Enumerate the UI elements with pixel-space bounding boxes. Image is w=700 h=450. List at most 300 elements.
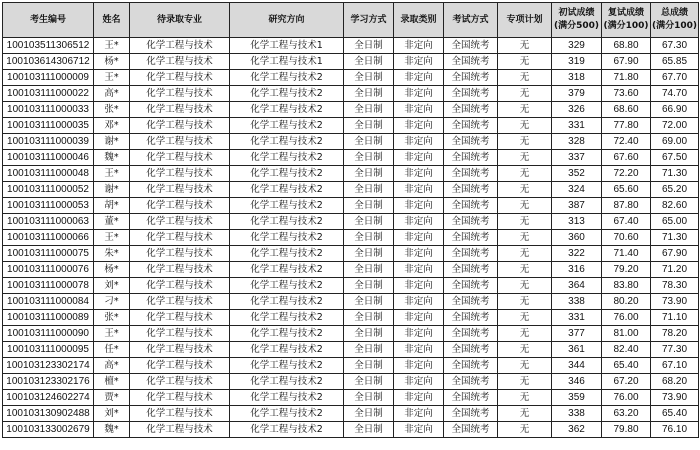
table-row — [3, 310, 699, 326]
cell-admission-type: 非定向 — [394, 70, 444, 86]
cell-name: 杨* — [94, 54, 130, 70]
cell-prelim-score: 379 — [552, 86, 602, 102]
cell-retest-score: 79.20 — [602, 262, 651, 278]
cell-prelim-score: 331 — [552, 118, 602, 134]
cell-exam-id: 100103123302174 — [3, 358, 94, 374]
cell-study-mode: 全日制 — [344, 406, 394, 422]
table-row — [3, 102, 699, 118]
cell-study-mode: 全日制 — [344, 390, 394, 406]
cell-total-score: 74.70 — [651, 86, 699, 102]
cell-study-mode: 全日制 — [344, 294, 394, 310]
cell-exam-id: 100103123302176 — [3, 374, 94, 390]
table-row — [3, 214, 699, 230]
table-row — [3, 54, 699, 70]
cell-exam-mode: 全国统考 — [444, 278, 498, 294]
cell-name: 高* — [94, 86, 130, 102]
cell-admission-type: 非定向 — [394, 118, 444, 134]
cell-name: 檀* — [94, 374, 130, 390]
cell-retest-score: 76.00 — [602, 390, 651, 406]
cell-major: 化学工程与技术 — [130, 102, 230, 118]
cell-admission-type: 非定向 — [394, 310, 444, 326]
cell-prelim-score: 338 — [552, 294, 602, 310]
cell-exam-mode: 全国统考 — [444, 406, 498, 422]
cell-major: 化学工程与技术 — [130, 166, 230, 182]
cell-retest-score: 67.60 — [602, 150, 651, 166]
table-row — [3, 406, 699, 422]
cell-retest-score: 70.60 — [602, 230, 651, 246]
cell-exam-mode: 全国统考 — [444, 182, 498, 198]
cell-admission-type: 非定向 — [394, 278, 444, 294]
cell-admission-type: 非定向 — [394, 374, 444, 390]
cell-name: 杨* — [94, 262, 130, 278]
cell-prelim-score: 318 — [552, 70, 602, 86]
header-admission-type: 录取类别 — [394, 3, 444, 38]
cell-retest-score: 87.80 — [602, 198, 651, 214]
header-special-plan: 专项计划 — [498, 3, 552, 38]
cell-total-score: 69.00 — [651, 134, 699, 150]
cell-total-score: 67.90 — [651, 246, 699, 262]
cell-research-direction: 化学工程与技术2 — [230, 406, 344, 422]
cell-name: 董* — [94, 214, 130, 230]
cell-major: 化学工程与技术 — [130, 214, 230, 230]
cell-name: 刘* — [94, 278, 130, 294]
cell-special-plan: 无 — [498, 262, 552, 278]
cell-study-mode: 全日制 — [344, 310, 394, 326]
cell-exam-id: 100103111000066 — [3, 230, 94, 246]
cell-research-direction: 化学工程与技术2 — [230, 278, 344, 294]
cell-exam-id: 100103111000053 — [3, 198, 94, 214]
cell-retest-score: 67.90 — [602, 54, 651, 70]
cell-retest-score: 72.20 — [602, 166, 651, 182]
cell-name: 高* — [94, 358, 130, 374]
cell-study-mode: 全日制 — [344, 86, 394, 102]
admission-table — [2, 2, 699, 438]
cell-study-mode: 全日制 — [344, 134, 394, 150]
cell-major: 化学工程与技术 — [130, 246, 230, 262]
cell-study-mode: 全日制 — [344, 422, 394, 438]
cell-admission-type: 非定向 — [394, 214, 444, 230]
cell-name: 张* — [94, 310, 130, 326]
cell-name: 王* — [94, 166, 130, 182]
cell-major: 化学工程与技术 — [130, 342, 230, 358]
cell-special-plan: 无 — [498, 278, 552, 294]
cell-retest-score: 67.40 — [602, 214, 651, 230]
cell-admission-type: 非定向 — [394, 262, 444, 278]
cell-study-mode: 全日制 — [344, 118, 394, 134]
cell-exam-mode: 全国统考 — [444, 422, 498, 438]
cell-admission-type: 非定向 — [394, 246, 444, 262]
cell-admission-type: 非定向 — [394, 406, 444, 422]
cell-research-direction: 化学工程与技术1 — [230, 54, 344, 70]
cell-exam-mode: 全国统考 — [444, 118, 498, 134]
cell-major: 化学工程与技术 — [130, 230, 230, 246]
cell-admission-type: 非定向 — [394, 150, 444, 166]
cell-exam-mode: 全国统考 — [444, 70, 498, 86]
cell-total-score: 78.30 — [651, 278, 699, 294]
cell-retest-score: 65.60 — [602, 182, 651, 198]
cell-major: 化学工程与技术 — [130, 326, 230, 342]
cell-prelim-score: 313 — [552, 214, 602, 230]
table-row — [3, 294, 699, 310]
cell-research-direction: 化学工程与技术2 — [230, 118, 344, 134]
cell-admission-type: 非定向 — [394, 422, 444, 438]
table-row — [3, 166, 699, 182]
cell-research-direction: 化学工程与技术2 — [230, 390, 344, 406]
cell-admission-type: 非定向 — [394, 198, 444, 214]
cell-total-score: 78.20 — [651, 326, 699, 342]
cell-major: 化学工程与技术 — [130, 182, 230, 198]
table-row — [3, 262, 699, 278]
cell-prelim-score: 346 — [552, 374, 602, 390]
cell-research-direction: 化学工程与技术2 — [230, 294, 344, 310]
cell-study-mode: 全日制 — [344, 166, 394, 182]
cell-study-mode: 全日制 — [344, 342, 394, 358]
cell-special-plan: 无 — [498, 198, 552, 214]
cell-exam-mode: 全国统考 — [444, 262, 498, 278]
cell-study-mode: 全日制 — [344, 358, 394, 374]
header-name: 姓名 — [94, 3, 130, 38]
cell-total-score: 73.90 — [651, 390, 699, 406]
cell-total-score: 67.50 — [651, 150, 699, 166]
cell-exam-mode: 全国统考 — [444, 246, 498, 262]
cell-total-score: 65.85 — [651, 54, 699, 70]
table-row — [3, 182, 699, 198]
cell-exam-mode: 全国统考 — [444, 54, 498, 70]
cell-prelim-score: 337 — [552, 150, 602, 166]
cell-study-mode: 全日制 — [344, 70, 394, 86]
cell-admission-type: 非定向 — [394, 230, 444, 246]
cell-exam-id: 100103111000039 — [3, 134, 94, 150]
cell-study-mode: 全日制 — [344, 326, 394, 342]
table-row — [3, 358, 699, 374]
cell-name: 任* — [94, 342, 130, 358]
cell-retest-score: 71.40 — [602, 246, 651, 262]
cell-retest-score: 82.40 — [602, 342, 651, 358]
cell-major: 化学工程与技术 — [130, 278, 230, 294]
cell-exam-id: 100103111000052 — [3, 182, 94, 198]
table-row — [3, 246, 699, 262]
cell-exam-id: 100103111000022 — [3, 86, 94, 102]
cell-study-mode: 全日制 — [344, 214, 394, 230]
cell-major: 化学工程与技术 — [130, 198, 230, 214]
cell-exam-mode: 全国统考 — [444, 102, 498, 118]
cell-special-plan: 无 — [498, 342, 552, 358]
cell-exam-id: 100103111000046 — [3, 150, 94, 166]
cell-retest-score: 67.20 — [602, 374, 651, 390]
cell-total-score: 65.00 — [651, 214, 699, 230]
cell-prelim-score: 359 — [552, 390, 602, 406]
cell-major: 化学工程与技术 — [130, 134, 230, 150]
cell-major: 化学工程与技术 — [130, 310, 230, 326]
cell-retest-score: 72.40 — [602, 134, 651, 150]
cell-retest-score: 76.00 — [602, 310, 651, 326]
cell-total-score: 71.10 — [651, 310, 699, 326]
header-retest-score: 复试成绩 (满分100) — [602, 3, 651, 38]
cell-special-plan: 无 — [498, 390, 552, 406]
cell-exam-mode: 全国统考 — [444, 166, 498, 182]
cell-major: 化学工程与技术 — [130, 358, 230, 374]
cell-research-direction: 化学工程与技术2 — [230, 198, 344, 214]
cell-special-plan: 无 — [498, 358, 552, 374]
cell-total-score: 68.20 — [651, 374, 699, 390]
header-major: 待录取专业 — [130, 3, 230, 38]
cell-total-score: 67.30 — [651, 38, 699, 54]
cell-retest-score: 65.40 — [602, 358, 651, 374]
header-research-direction: 研究方向 — [230, 3, 344, 38]
cell-retest-score: 71.80 — [602, 70, 651, 86]
table-row — [3, 70, 699, 86]
cell-exam-id: 100103111000063 — [3, 214, 94, 230]
cell-special-plan: 无 — [498, 102, 552, 118]
cell-research-direction: 化学工程与技术2 — [230, 150, 344, 166]
cell-total-score: 82.60 — [651, 198, 699, 214]
cell-admission-type: 非定向 — [394, 182, 444, 198]
cell-major: 化学工程与技术 — [130, 38, 230, 54]
cell-research-direction: 化学工程与技术2 — [230, 422, 344, 438]
cell-study-mode: 全日制 — [344, 102, 394, 118]
cell-name: 王* — [94, 326, 130, 342]
header-row — [3, 3, 699, 38]
cell-admission-type: 非定向 — [394, 294, 444, 310]
cell-retest-score: 73.60 — [602, 86, 651, 102]
table-header — [3, 3, 699, 38]
admission-list-document — [2, 2, 698, 438]
cell-exam-mode: 全国统考 — [444, 230, 498, 246]
cell-total-score: 65.20 — [651, 182, 699, 198]
table-row — [3, 198, 699, 214]
cell-admission-type: 非定向 — [394, 166, 444, 182]
cell-prelim-score: 328 — [552, 134, 602, 150]
cell-retest-score: 68.60 — [602, 102, 651, 118]
cell-name: 刘* — [94, 406, 130, 422]
cell-name: 魏* — [94, 422, 130, 438]
cell-total-score: 66.90 — [651, 102, 699, 118]
cell-special-plan: 无 — [498, 294, 552, 310]
cell-study-mode: 全日制 — [344, 262, 394, 278]
cell-major: 化学工程与技术 — [130, 374, 230, 390]
cell-admission-type: 非定向 — [394, 326, 444, 342]
table-row — [3, 230, 699, 246]
cell-exam-id: 100103111000095 — [3, 342, 94, 358]
cell-exam-mode: 全国统考 — [444, 390, 498, 406]
header-exam-id: 考生编号 — [3, 3, 94, 38]
cell-exam-id: 100103111000084 — [3, 294, 94, 310]
cell-exam-mode: 全国统考 — [444, 294, 498, 310]
cell-major: 化学工程与技术 — [130, 70, 230, 86]
cell-total-score: 77.30 — [651, 342, 699, 358]
cell-prelim-score: 364 — [552, 278, 602, 294]
cell-research-direction: 化学工程与技术2 — [230, 214, 344, 230]
cell-name: 刁* — [94, 294, 130, 310]
cell-major: 化学工程与技术 — [130, 406, 230, 422]
cell-special-plan: 无 — [498, 374, 552, 390]
cell-name: 王* — [94, 38, 130, 54]
cell-name: 贾* — [94, 390, 130, 406]
cell-special-plan: 无 — [498, 326, 552, 342]
cell-total-score: 71.30 — [651, 166, 699, 182]
cell-name: 邓* — [94, 118, 130, 134]
table-row — [3, 342, 699, 358]
cell-exam-id: 100103111000090 — [3, 326, 94, 342]
cell-exam-id: 100103111000009 — [3, 70, 94, 86]
cell-research-direction: 化学工程与技术2 — [230, 246, 344, 262]
cell-special-plan: 无 — [498, 38, 552, 54]
cell-research-direction: 化学工程与技术2 — [230, 182, 344, 198]
cell-admission-type: 非定向 — [394, 342, 444, 358]
cell-research-direction: 化学工程与技术2 — [230, 262, 344, 278]
cell-prelim-score: 331 — [552, 310, 602, 326]
cell-retest-score: 81.00 — [602, 326, 651, 342]
cell-total-score: 67.70 — [651, 70, 699, 86]
cell-exam-id: 100103111000035 — [3, 118, 94, 134]
cell-total-score: 67.10 — [651, 358, 699, 374]
cell-exam-mode: 全国统考 — [444, 374, 498, 390]
cell-exam-id: 100103111000078 — [3, 278, 94, 294]
cell-special-plan: 无 — [498, 150, 552, 166]
cell-study-mode: 全日制 — [344, 38, 394, 54]
cell-prelim-score: 377 — [552, 326, 602, 342]
cell-exam-id: 100103111000089 — [3, 310, 94, 326]
cell-name: 胡* — [94, 198, 130, 214]
cell-prelim-score: 362 — [552, 422, 602, 438]
cell-exam-id: 100103124602274 — [3, 390, 94, 406]
cell-admission-type: 非定向 — [394, 390, 444, 406]
cell-total-score: 71.20 — [651, 262, 699, 278]
table-row — [3, 86, 699, 102]
table-row — [3, 38, 699, 54]
cell-study-mode: 全日制 — [344, 230, 394, 246]
cell-major: 化学工程与技术 — [130, 422, 230, 438]
cell-exam-id: 100103133002679 — [3, 422, 94, 438]
cell-research-direction: 化学工程与技术2 — [230, 134, 344, 150]
cell-prelim-score: 316 — [552, 262, 602, 278]
cell-total-score: 71.30 — [651, 230, 699, 246]
cell-retest-score: 77.80 — [602, 118, 651, 134]
table-row — [3, 326, 699, 342]
table-row — [3, 134, 699, 150]
cell-special-plan: 无 — [498, 134, 552, 150]
cell-prelim-score: 322 — [552, 246, 602, 262]
cell-exam-mode: 全国统考 — [444, 358, 498, 374]
cell-special-plan: 无 — [498, 118, 552, 134]
cell-retest-score: 79.80 — [602, 422, 651, 438]
cell-special-plan: 无 — [498, 246, 552, 262]
cell-exam-mode: 全国统考 — [444, 326, 498, 342]
cell-major: 化学工程与技术 — [130, 150, 230, 166]
cell-prelim-score: 361 — [552, 342, 602, 358]
header-exam-mode: 考试方式 — [444, 3, 498, 38]
cell-study-mode: 全日制 — [344, 198, 394, 214]
cell-exam-mode: 全国统考 — [444, 310, 498, 326]
cell-prelim-score: 338 — [552, 406, 602, 422]
cell-admission-type: 非定向 — [394, 358, 444, 374]
cell-prelim-score: 352 — [552, 166, 602, 182]
cell-research-direction: 化学工程与技术2 — [230, 230, 344, 246]
cell-exam-id: 100103111000075 — [3, 246, 94, 262]
table-row — [3, 118, 699, 134]
cell-special-plan: 无 — [498, 86, 552, 102]
cell-research-direction: 化学工程与技术2 — [230, 102, 344, 118]
cell-exam-mode: 全国统考 — [444, 86, 498, 102]
cell-special-plan: 无 — [498, 70, 552, 86]
cell-prelim-score: 326 — [552, 102, 602, 118]
cell-prelim-score: 324 — [552, 182, 602, 198]
cell-special-plan: 无 — [498, 422, 552, 438]
cell-name: 朱* — [94, 246, 130, 262]
cell-prelim-score: 319 — [552, 54, 602, 70]
cell-major: 化学工程与技术 — [130, 294, 230, 310]
header-study-mode: 学习方式 — [344, 3, 394, 38]
cell-special-plan: 无 — [498, 230, 552, 246]
cell-study-mode: 全日制 — [344, 150, 394, 166]
cell-prelim-score: 387 — [552, 198, 602, 214]
cell-prelim-score: 329 — [552, 38, 602, 54]
cell-exam-mode: 全国统考 — [444, 150, 498, 166]
cell-special-plan: 无 — [498, 166, 552, 182]
cell-major: 化学工程与技术 — [130, 54, 230, 70]
cell-retest-score: 63.20 — [602, 406, 651, 422]
cell-study-mode: 全日制 — [344, 278, 394, 294]
cell-major: 化学工程与技术 — [130, 86, 230, 102]
cell-name: 谢* — [94, 182, 130, 198]
cell-special-plan: 无 — [498, 406, 552, 422]
cell-research-direction: 化学工程与技术2 — [230, 166, 344, 182]
cell-research-direction: 化学工程与技术2 — [230, 70, 344, 86]
cell-exam-id: 100103130902488 — [3, 406, 94, 422]
table-row — [3, 150, 699, 166]
cell-total-score: 76.10 — [651, 422, 699, 438]
cell-major: 化学工程与技术 — [130, 118, 230, 134]
cell-total-score: 65.40 — [651, 406, 699, 422]
cell-retest-score: 80.20 — [602, 294, 651, 310]
cell-retest-score: 68.80 — [602, 38, 651, 54]
cell-research-direction: 化学工程与技术2 — [230, 86, 344, 102]
cell-name: 谢* — [94, 134, 130, 150]
cell-special-plan: 无 — [498, 214, 552, 230]
cell-major: 化学工程与技术 — [130, 262, 230, 278]
cell-exam-id: 100103111000033 — [3, 102, 94, 118]
cell-exam-id: 100103111000076 — [3, 262, 94, 278]
table-row — [3, 390, 699, 406]
cell-special-plan: 无 — [498, 310, 552, 326]
cell-exam-mode: 全国统考 — [444, 214, 498, 230]
cell-study-mode: 全日制 — [344, 54, 394, 70]
table-body — [3, 38, 699, 438]
cell-name: 张* — [94, 102, 130, 118]
cell-research-direction: 化学工程与技术1 — [230, 38, 344, 54]
cell-research-direction: 化学工程与技术2 — [230, 326, 344, 342]
cell-retest-score: 83.80 — [602, 278, 651, 294]
cell-name: 王* — [94, 70, 130, 86]
cell-admission-type: 非定向 — [394, 102, 444, 118]
cell-name: 王* — [94, 230, 130, 246]
cell-study-mode: 全日制 — [344, 182, 394, 198]
cell-research-direction: 化学工程与技术2 — [230, 358, 344, 374]
cell-name: 魏* — [94, 150, 130, 166]
cell-admission-type: 非定向 — [394, 86, 444, 102]
cell-special-plan: 无 — [498, 54, 552, 70]
cell-exam-id: 100103614306712 — [3, 54, 94, 70]
cell-exam-mode: 全国统考 — [444, 198, 498, 214]
table-row — [3, 278, 699, 294]
cell-research-direction: 化学工程与技术2 — [230, 342, 344, 358]
cell-special-plan: 无 — [498, 182, 552, 198]
cell-admission-type: 非定向 — [394, 54, 444, 70]
cell-study-mode: 全日制 — [344, 246, 394, 262]
cell-exam-mode: 全国统考 — [444, 342, 498, 358]
header-total-score: 总成绩 (满分100) — [651, 3, 699, 38]
header-prelim-score: 初试成绩 (满分500) — [552, 3, 602, 38]
